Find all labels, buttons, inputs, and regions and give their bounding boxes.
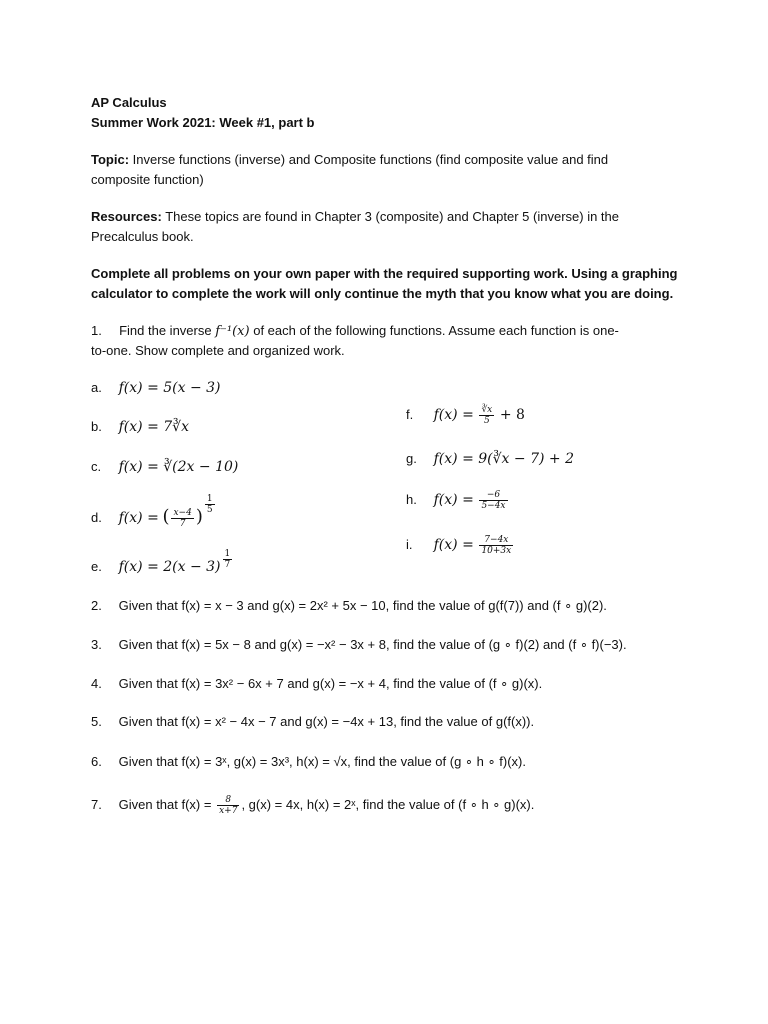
problem-3 xyxy=(91,635,627,654)
part-d-lhs: f(x) = xyxy=(118,510,159,526)
resources-line-1 xyxy=(91,207,619,226)
problem-6 xyxy=(91,752,526,771)
part-c-label: c. xyxy=(91,459,102,474)
problem-6-text: Given that f(x) = 3ˣ, g(x) = 3x³, h(x) = √x, find the value of (g ∘ h ∘ f)(x). xyxy=(118,754,526,769)
problem-3-text: Given that f(x) = 5x − 8 and g(x) = −x² − 3x + 8, find the value of (g ∘ f)(2) and (f ∘ f)(−3). xyxy=(118,637,627,652)
problem-2 xyxy=(91,596,607,615)
problem-7-num: 8 xyxy=(217,795,239,806)
problem-2-number: 2. xyxy=(91,598,102,613)
problem-1-line-2: to-one. Show complete and organized work. xyxy=(91,343,345,358)
part-d-open-paren: ( xyxy=(162,506,170,527)
problem-6-number: 6. xyxy=(91,754,102,769)
problem-7-text-after: , g(x) = 4x, h(x) = 2ˣ, find the value of (f ∘ h ∘ g)(x). xyxy=(241,797,535,812)
part-e-exponent xyxy=(223,549,233,570)
part-h xyxy=(406,483,510,517)
assignment-title: Summer Work 2021: Week #1, part b xyxy=(91,115,315,130)
part-e-exp-num: 1 xyxy=(224,549,231,559)
problem-4 xyxy=(91,674,542,693)
problem-4-number: 4. xyxy=(91,676,102,691)
part-f-den: 5 xyxy=(483,416,490,427)
part-d-exp-num: 1 xyxy=(206,494,213,504)
resources-label: Resources: xyxy=(91,209,162,224)
problem-7 xyxy=(91,788,534,822)
part-f-lhs: f(x) = xyxy=(433,407,474,423)
part-d-base-den: 7 xyxy=(179,519,186,530)
part-e-label: e. xyxy=(91,559,102,574)
problem-5-number: 5. xyxy=(91,714,102,729)
problem-5 xyxy=(91,712,534,731)
part-f-num: ∛x xyxy=(481,405,493,416)
part-i-fraction xyxy=(479,535,513,556)
part-e-exp-den: 7 xyxy=(224,560,231,570)
problem-4-text: Given that f(x) = 3x² − 6x + 7 and g(x) = −x + 4, find the value of (f ∘ g)(x). xyxy=(118,676,543,691)
part-g-expr: f(x) = 9(∛x − 7) + 2 xyxy=(433,451,574,467)
part-h-den: 5−4x xyxy=(481,501,506,512)
part-h-label: h. xyxy=(406,492,417,507)
problem-7-number: 7. xyxy=(91,797,102,812)
part-h-lhs: f(x) = xyxy=(433,492,474,508)
problem-2-text: Given that f(x) = x − 3 and g(x) = 2x² + 5x − 10, find the value of g(f(7)) and (f ∘ g)(2). xyxy=(118,598,607,613)
part-d-close-paren: ) xyxy=(195,506,203,527)
part-i-num: 7−4x xyxy=(479,535,513,546)
part-i xyxy=(406,528,515,562)
instructions-line-2: calculator to complete the work will only continue the myth that you know what you are doing. xyxy=(91,286,674,301)
part-d-label: d. xyxy=(91,510,102,525)
problem-5-text: Given that f(x) = x² − 4x − 7 and g(x) = −4x + 13, find the value of g(f(x)). xyxy=(118,714,535,729)
part-g xyxy=(406,449,574,469)
part-c-expr: f(x) = ∛(2x − 10) xyxy=(118,459,239,475)
problem-7-fraction xyxy=(217,795,239,816)
part-b-label: b. xyxy=(91,419,102,434)
part-a-label: a. xyxy=(91,380,102,395)
instructions-line-1: Complete all problems on your own paper with the required supporting work. Using a graphing xyxy=(91,266,678,281)
part-h-fraction xyxy=(479,490,507,511)
part-f-fraction xyxy=(479,405,494,426)
part-e-lhs: f(x) = 2(x − 3) xyxy=(118,559,221,575)
problem-7-den: x+7 xyxy=(219,806,238,817)
part-f xyxy=(406,398,525,432)
part-d-exponent xyxy=(205,494,215,515)
part-h-num: −6 xyxy=(479,490,507,501)
problem-1-text-before: Find the inverse xyxy=(119,323,212,338)
part-b xyxy=(91,417,189,437)
part-a xyxy=(91,378,221,398)
part-c xyxy=(91,457,238,477)
problem-3-number: 3. xyxy=(91,637,102,652)
topic-text-1: Inverse functions (inverse) and Composite functions (find composite value and find xyxy=(132,152,609,167)
part-g-label: g. xyxy=(406,451,417,466)
part-i-den: 10+3x xyxy=(481,546,512,557)
resources-text-1: These topics are found in Chapter 3 (composite) and Chapter 5 (inverse) in the xyxy=(165,209,619,224)
part-i-lhs: f(x) = xyxy=(433,537,474,553)
part-d-exp-den: 5 xyxy=(206,505,213,515)
inverse-notation: f⁻¹(x) xyxy=(215,324,250,339)
problem-7-text-before: Given that f(x) = xyxy=(118,797,212,812)
topic-label: Topic: xyxy=(91,152,130,167)
part-b-expr: f(x) = 7∛x xyxy=(118,419,189,435)
part-a-expr: f(x) = 5(x − 3) xyxy=(118,380,221,396)
problem-1-text-after: of each of the following functions. Assume each function is one- xyxy=(253,323,619,338)
part-f-label: f. xyxy=(406,407,414,422)
part-d xyxy=(91,494,217,534)
part-f-rhs: + 8 xyxy=(499,407,525,423)
part-d-base-num: x−4 xyxy=(173,508,192,519)
topic-line-2: composite function) xyxy=(91,172,204,187)
resources-line-2: Precalculus book. xyxy=(91,229,194,244)
problem-1-number: 1. xyxy=(91,323,102,338)
part-i-label: i. xyxy=(406,537,413,552)
course-title: AP Calculus xyxy=(91,95,167,110)
problem-1-line-1 xyxy=(91,321,619,341)
topic-line-1 xyxy=(91,150,608,169)
part-d-base-fraction xyxy=(171,508,193,529)
part-e xyxy=(91,549,234,578)
